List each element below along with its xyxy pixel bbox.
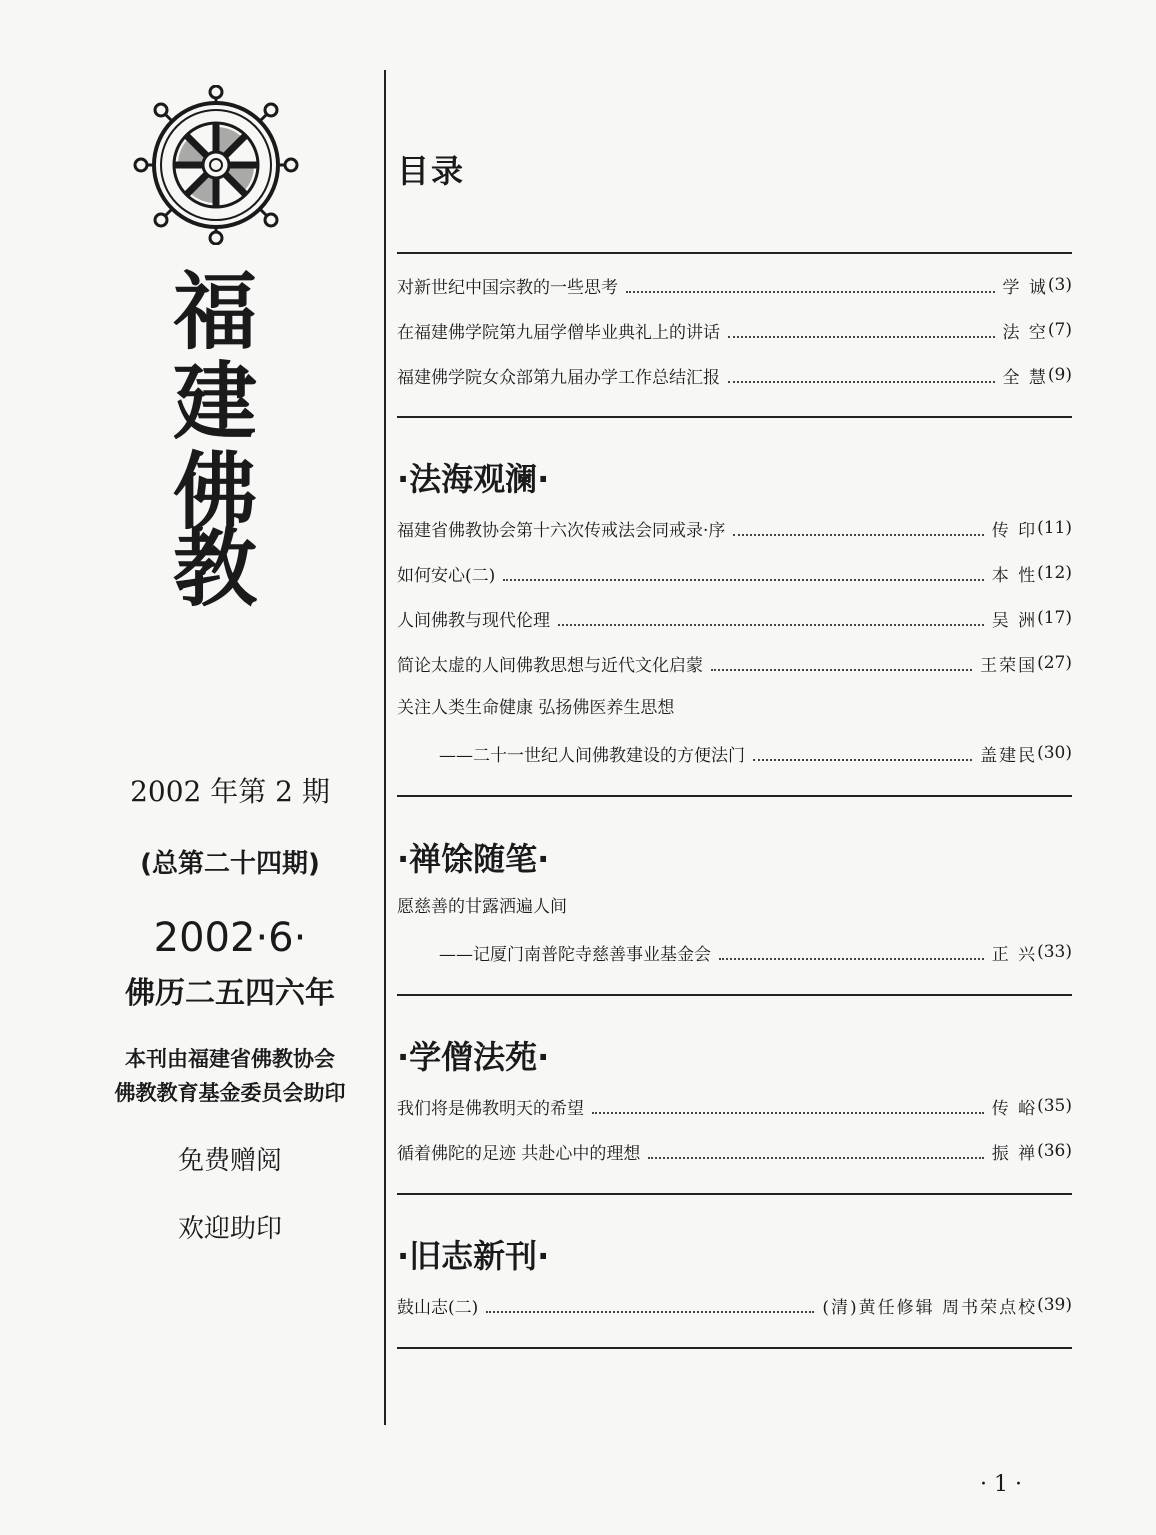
article-author: 全 慧 (1002, 367, 1048, 388)
article-author: 传 印 (991, 520, 1038, 541)
article-page: (39) (1037, 1295, 1072, 1315)
article-title: 我们将是佛教明天的希望 (397, 1098, 584, 1119)
article-author: 振 禅 (991, 1143, 1038, 1164)
article-page: (12) (1037, 563, 1072, 583)
article-title: 鼓山志(二) (397, 1297, 479, 1318)
toc-title: 目录 (397, 152, 466, 190)
article-author: (清)黄任修辑 周书荣点校 (822, 1297, 1038, 1318)
article-page: (11) (1037, 518, 1072, 538)
article-author: 本 性 (991, 565, 1038, 586)
welcome-sponsorship-note: 欢迎助印 (177, 1214, 282, 1244)
toc-entry (397, 315, 1072, 345)
article-page: (3) (1047, 275, 1072, 295)
article-author: 吴 洲 (991, 610, 1038, 631)
article-author: 传 峪 (991, 1098, 1038, 1119)
toc-entry (397, 1091, 1072, 1121)
article-title: 人间佛教与现代伦理 (397, 610, 550, 631)
toc-entry (397, 1290, 1072, 1320)
masthead-title-char: 佛 (172, 442, 257, 541)
page-number: · 1 · (980, 1472, 1022, 1497)
toc-entry (397, 738, 1072, 768)
article-page: (9) (1047, 365, 1072, 385)
dot-leader (592, 1098, 984, 1114)
article-author: 王荣国 (980, 655, 1038, 676)
toc-entry (397, 937, 1072, 967)
toc-entry (397, 1136, 1072, 1166)
section-title: ·法海观澜· (397, 460, 550, 498)
article-page: (33) (1037, 942, 1072, 962)
toc-entry (397, 270, 1072, 300)
sponsor-line-2: 佛教教育基金委员会助印 (114, 1081, 346, 1105)
article-page: (27) (1037, 653, 1072, 673)
toc-entry (397, 558, 1072, 588)
article-subtitle: ——二十一世纪人间佛教建设的方便法门 (439, 745, 745, 766)
issue-number: 2002 年第 2 期 (130, 775, 330, 808)
article-title: 循着佛陀的足迹 共赴心中的理想 (397, 1143, 641, 1164)
publication-date: 2002·6· (153, 915, 307, 961)
dot-leader (503, 565, 983, 581)
section-rule (397, 252, 1072, 254)
dot-leader (558, 610, 984, 626)
article-author: 正 兴 (991, 944, 1038, 965)
buddhist-calendar-year: 佛历二五四六年 (125, 976, 335, 1011)
section-rule (397, 795, 1072, 797)
masthead-column (0, 0, 385, 1535)
article-title: 对新世纪中国宗教的一些思考 (397, 277, 618, 298)
article-page: (17) (1037, 608, 1072, 628)
section-rule (397, 1193, 1072, 1195)
dot-leader (626, 277, 995, 293)
dot-leader (728, 322, 995, 338)
toc-entry (397, 360, 1072, 390)
dot-leader (728, 367, 995, 383)
article-page: (30) (1037, 743, 1072, 763)
article-title: 福建省佛教协会第十六次传戒法会同戒录·序 (397, 520, 726, 541)
article-title: 愿慈善的甘露洒遍人间 (397, 897, 567, 917)
article-subtitle: ——记厦门南普陀寺慈善事业基金会 (439, 944, 711, 965)
total-issue-number: (总第二十四期) (140, 849, 320, 879)
masthead-title-char: 福 (172, 262, 257, 361)
toc-entry (397, 513, 1072, 543)
dot-leader (648, 1143, 983, 1159)
dot-leader (719, 944, 984, 960)
article-author: 盖建民 (980, 745, 1038, 766)
section-title: ·学僧法苑· (397, 1038, 550, 1076)
dot-leader (753, 745, 972, 761)
article-title: 关注人类生命健康 弘扬佛医养生思想 (397, 698, 675, 718)
masthead-title-char: 建 (172, 352, 257, 451)
column-divider (384, 70, 386, 1425)
section-rule (397, 1347, 1072, 1349)
dot-leader (733, 520, 983, 536)
article-title: 福建佛学院女众部第九届办学工作总结汇报 (397, 367, 720, 388)
toc-entry (397, 603, 1072, 633)
article-title: 如何安心(二) (397, 565, 496, 586)
section-rule (397, 416, 1072, 418)
section-rule (397, 994, 1072, 996)
toc-entry (397, 648, 1072, 678)
article-title: 简论太虚的人间佛教思想与近代文化启蒙 (397, 655, 703, 676)
masthead-title-char: 教 (172, 519, 257, 618)
article-author: 法 空 (1002, 322, 1048, 343)
section-title: ·禅馀随笔· (397, 840, 550, 878)
dot-leader (486, 1297, 814, 1313)
article-title: 在福建佛学院第九届学僧毕业典礼上的讲话 (397, 322, 720, 343)
article-page: (7) (1047, 320, 1072, 340)
article-page: (36) (1037, 1141, 1072, 1161)
dharma-wheel-icon (133, 85, 299, 245)
sponsor-line-1: 本刊由福建省佛教协会 (125, 1047, 335, 1071)
article-page: (35) (1037, 1096, 1072, 1116)
free-distribution-note: 免费赠阅 (177, 1146, 282, 1176)
table-of-contents (397, 0, 1072, 1535)
section-title: ·旧志新刊· (397, 1237, 550, 1275)
dot-leader (711, 655, 972, 671)
article-author: 学 诚 (1002, 277, 1048, 298)
